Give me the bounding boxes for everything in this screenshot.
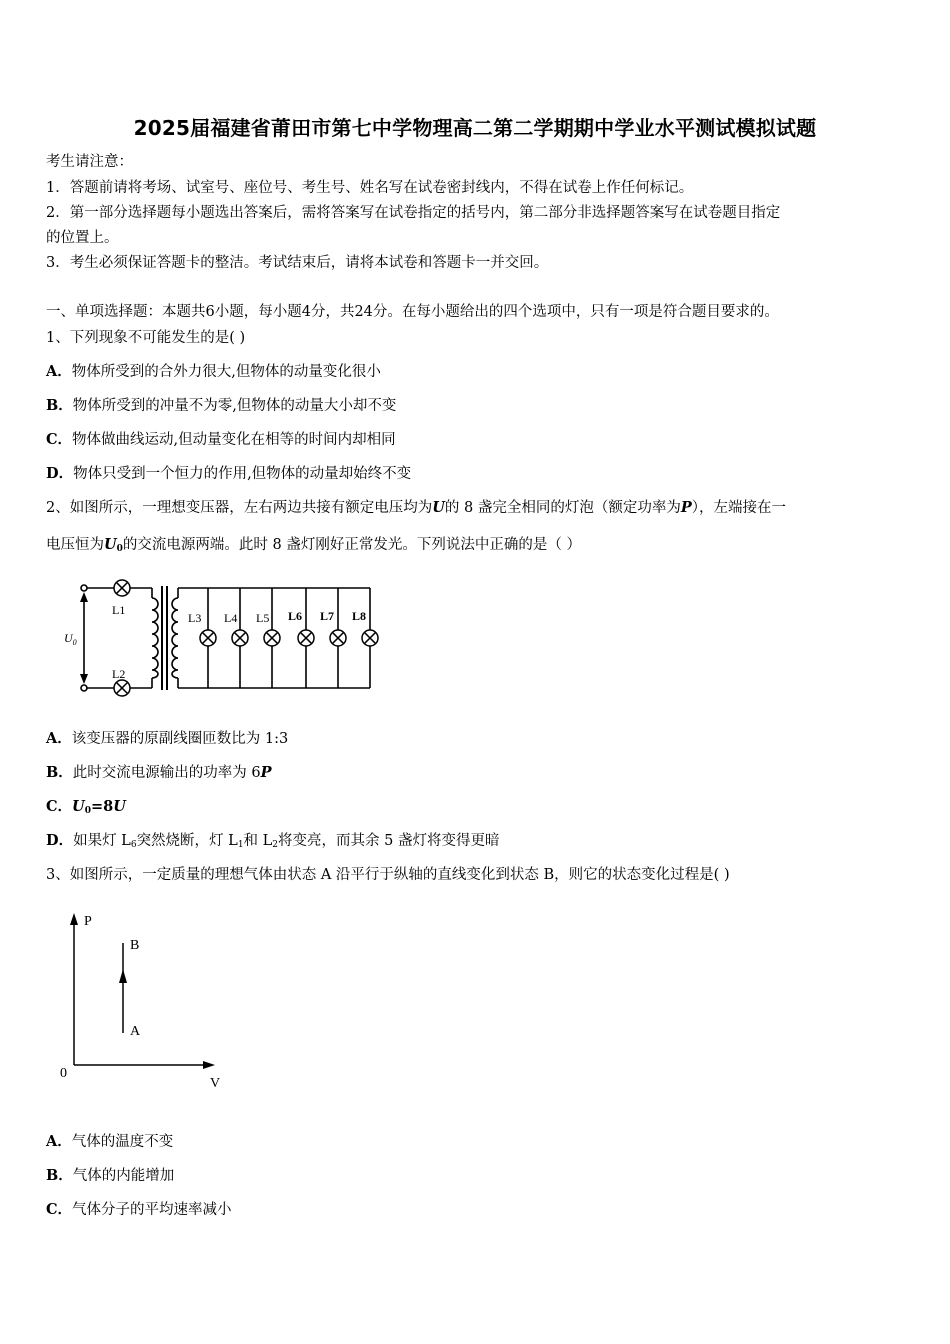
v-axis-label: V (210, 1076, 221, 1091)
q2-option-d-text: 突然烧断，灯 L (136, 833, 238, 849)
secondary-coil (172, 598, 178, 678)
var-u0: U (104, 536, 117, 553)
q1-option-b (46, 396, 396, 416)
q2-option-d-text: 和 L (243, 833, 273, 849)
q2-stem-text: 2、如图所示，一理想变压器，左右两边共接有额定电压均为 (46, 500, 433, 516)
q2-option-c (46, 797, 126, 817)
var-u0: U (72, 798, 85, 815)
q1-option-c-label: C． (46, 431, 73, 448)
subscript: 2 (272, 840, 279, 850)
lamp-label-l7: L7 (320, 609, 335, 623)
transformer-circuit-figure (58, 570, 388, 700)
lamp-label-l8: L8 (352, 609, 367, 623)
lamp-l3 (200, 630, 216, 646)
state-a-label: A (130, 1024, 141, 1039)
notice-item-2a: 2．第一部分选择题每小题选出答案后，需将答案写在试卷指定的括号内，第二部分非选择题答案写在试卷题目指定 (46, 205, 781, 221)
lamp-label-l2: L2 (112, 667, 126, 681)
section-heading: 一、单项选择题：本题共6小题，每小题4分，共24分。在每小题给出的四个选项中，只有一项是符合题目要求的。 (46, 304, 779, 320)
q2-stem-text: 的交流电源两端。此时 8 盏灯刚好正常发光。下列说法中正确的是（ ） (122, 537, 581, 553)
lamp-label-l6: L6 (288, 609, 303, 623)
lamp-label-l4: L4 (224, 611, 238, 625)
terminal-bottom (81, 685, 87, 691)
notice-item-2b: 的位置上。 (46, 230, 119, 246)
q1-option-a-label: A． (46, 363, 72, 380)
q3-stem: 3、如图所示，一定质量的理想气体由状态 A 沿平行于纵轴的直线变化到状态 B，则它的状态变化过程是( ) (46, 867, 730, 883)
q2-option-b-text: 此时交流电源输出的功率为 6 (72, 765, 261, 781)
q2-stem-line1 (46, 498, 786, 518)
lamp-l2 (114, 680, 130, 696)
q2-option-d-text: 如果灯 L (73, 833, 131, 849)
process-arrow-icon (119, 969, 127, 983)
q2-stem-line2 (46, 535, 581, 555)
q3-option-b (46, 1166, 174, 1186)
q1-stem: 1、下列现象不可能发生的是( ) (46, 330, 246, 346)
lamp-label-l5: L5 (256, 611, 270, 625)
p-axis-label: P (84, 914, 92, 929)
q1-option-a (46, 362, 381, 382)
pv-diagram-figure (50, 905, 240, 1095)
q1-option-d (46, 464, 411, 484)
q2-option-d (46, 831, 499, 851)
lamp-l8 (362, 630, 378, 646)
q1-option-a-text: 物体所受到的合外力很大,但物体的动量变化很小 (71, 364, 381, 380)
subscript: 1 (237, 840, 244, 850)
lamp-l6 (298, 630, 314, 646)
q2-option-b-label: B． (46, 764, 73, 781)
lamp-l4 (232, 630, 248, 646)
q3-option-b-text: 气体的内能增加 (72, 1168, 175, 1184)
lamp-l5 (264, 630, 280, 646)
q3-option-c-label: C． (46, 1201, 73, 1218)
exam-title: 2025届福建省莆田市第七中学物理高二第二学期期中学业水平测试模拟试题 (133, 116, 817, 140)
q2-option-a-text: 该变压器的原副线圈匝数比为 1:3 (71, 731, 289, 747)
subscript: 0 (84, 806, 91, 816)
primary-coil (152, 598, 158, 678)
lamp-l1 (114, 580, 130, 596)
q3-option-c-text: 气体分子的平均速率减小 (72, 1202, 232, 1218)
arrow-down-icon (80, 674, 88, 684)
q3-option-a-text: 气体的温度不变 (71, 1134, 174, 1150)
state-b-label: B (130, 938, 140, 953)
q2-stem-text: 电压恒为 (46, 537, 104, 553)
var-u: U (113, 798, 126, 815)
q2-option-d-text: 将变亮，而其余 5 盏灯将变得更暗 (278, 833, 500, 849)
q2-option-c-text: =8 (90, 798, 114, 815)
q3-option-a (46, 1132, 173, 1152)
terminal-top (81, 585, 87, 591)
notice-item-1: 1．答题前请将考场、试室号、座位号、考生号、姓名写在试卷密封线内，不得在试卷上作任何标记。 (46, 180, 694, 196)
lamp-label-l1: L1 (112, 603, 126, 617)
q2-option-a (46, 729, 288, 749)
q1-option-c (46, 430, 396, 450)
arrow-up-icon (80, 592, 88, 602)
q3-option-c (46, 1200, 232, 1220)
lamp-l7 (330, 630, 346, 646)
subscript: 0 (116, 544, 123, 554)
q1-option-b-text: 物体所受到的冲量不为零,但物体的动量大小却不变 (72, 398, 397, 414)
lamp-label-l3: L3 (188, 611, 202, 625)
q2-option-a-label: A． (46, 730, 72, 747)
origin-label: 0 (60, 1066, 67, 1081)
q1-option-c-text: 物体做曲线运动,但动量变化在相等的时间内却相同 (72, 432, 396, 448)
notice-item-3: 3．考生必须保证答题卡的整洁。考试结束后，请将本试卷和答题卡一并交回。 (46, 255, 549, 271)
subscript: 6 (130, 840, 137, 850)
q2-stem-text: 的 8 盏完全相同的灯泡（额定功率为 (444, 500, 681, 516)
p-axis-arrow-icon (70, 913, 78, 925)
q3-option-b-label: B． (46, 1167, 73, 1184)
u0-label: $U_0$ (64, 631, 77, 647)
q2-option-b (46, 763, 272, 783)
q1-option-d-text: 物体只受到一个恒力的作用,但物体的动量却始终不变 (73, 466, 412, 482)
var-u: U (432, 499, 445, 516)
var-p: P (260, 764, 272, 781)
q2-stem-text: ），左端接在一 (691, 500, 786, 516)
q2-option-c-label: C． (46, 798, 73, 815)
q1-option-d-label: D． (46, 465, 74, 482)
q1-option-b-label: B． (46, 397, 73, 414)
q2-option-d-label: D． (46, 832, 74, 849)
notice-heading: 考生请注意： (46, 154, 133, 170)
q3-option-a-label: A． (46, 1133, 72, 1150)
v-axis-arrow-icon (203, 1061, 215, 1069)
var-p: P (680, 499, 692, 516)
